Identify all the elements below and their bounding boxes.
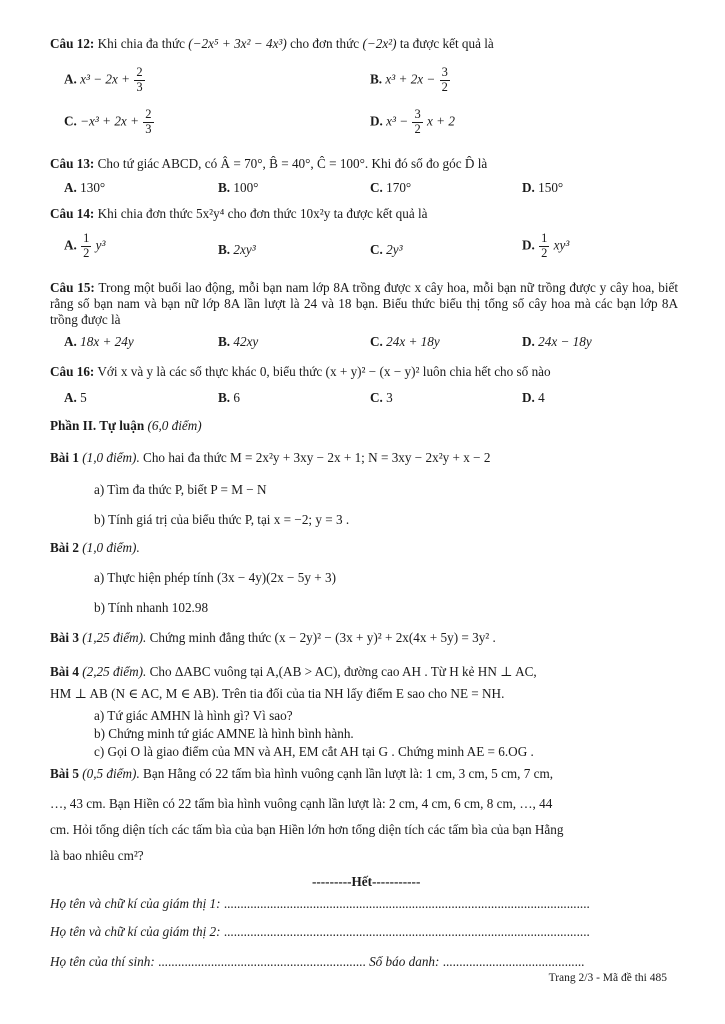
bai4-line1: Cho ΔABC vuông tại A,(AB > AC), đường cao AH . Từ H kẻ HN ⊥ AC, xyxy=(149,664,537,679)
q16-stem xyxy=(50,364,551,380)
option-letter: C. xyxy=(64,113,77,129)
sbd-label: Số báo danh: xyxy=(369,954,440,969)
bai5-points: (0,5 điểm). xyxy=(82,766,140,781)
q12-stem xyxy=(50,36,494,52)
bai1-text: Cho hai đa thức M = 2x²y + 3xy − 2x + 1; N = 3xy − 2x²y + x − 2 xyxy=(143,450,491,465)
q12-text-after: ta được kết quả là xyxy=(399,36,494,51)
option-letter: D. xyxy=(522,334,535,349)
bai5-line1 xyxy=(50,766,553,782)
option-tail: y³ xyxy=(95,237,106,253)
student-dots: ............................................................... xyxy=(158,954,366,969)
sig1-dots: ............................................................................................................... xyxy=(223,896,590,911)
bai5-line2: …, 43 cm. Bạn Hiền có 22 tấm bìa hình vuông cạnh lần lượt là: 2 cm, 4 cm, 6 cm, 8 cm, …, 44 xyxy=(50,796,553,811)
bai1-label: Bài 1 xyxy=(50,450,79,465)
option-fraction xyxy=(81,232,91,261)
option-value: 24x + 18y xyxy=(386,334,440,349)
q12-text-before: Khi chia đa thức xyxy=(97,36,185,51)
option-fraction xyxy=(412,108,422,137)
q14-stem xyxy=(50,206,428,222)
bai1-stem xyxy=(50,450,491,466)
q16-label: Câu 16: xyxy=(50,364,95,379)
q12-label: Câu 12: xyxy=(50,36,95,51)
bai5-line3: cm. Hỏi tổng diện tích các tấm bìa của bạn Hiền lớn hơn tổng diện tích các tấm bìa của bạn Hằng xyxy=(50,822,564,837)
option-letter: A. xyxy=(64,237,77,253)
option-value: 4 xyxy=(538,390,545,405)
option-fraction xyxy=(539,232,549,261)
q14-option-b xyxy=(218,242,256,258)
frac-num: 2 xyxy=(136,65,143,79)
sbd-dots: ........................................... xyxy=(442,954,585,969)
q12-mono: (−2x²) xyxy=(362,36,397,51)
q14-option-a xyxy=(64,232,105,261)
q13-option-a xyxy=(64,180,105,196)
bai1-part-b: b) Tính giá trị của biểu thức P, tại x = −2; y = 3 . xyxy=(94,512,350,527)
sig2-dots: ............................................................................................................... xyxy=(223,924,590,939)
q15-label: Câu 15: xyxy=(50,280,95,295)
option-letter: B. xyxy=(218,242,231,257)
bai3-points: (1,25 điểm). xyxy=(82,630,147,645)
option-letter: C. xyxy=(370,180,383,195)
option-expr: x³ − xyxy=(386,113,409,129)
sig1-label: Họ tên và chữ kí của giám thị 1: xyxy=(50,896,221,911)
end-mark: ---------Hết----------- xyxy=(312,874,421,889)
option-value: 170° xyxy=(386,180,412,195)
option-letter: A. xyxy=(64,334,77,349)
q13-text: Cho tứ giác ABCD, có Â = 70°, B̂ = 40°, Ĉ = 100°. Khi đó số đo góc D̂ là xyxy=(97,156,488,171)
frac-den: 2 xyxy=(83,245,90,260)
option-value: 150° xyxy=(538,180,564,195)
bai4-part-b: b) Chứng minh tứ giác AMNE là hình bình hành. xyxy=(94,726,354,741)
option-letter: B. xyxy=(218,180,231,195)
bai5-text1: Bạn Hằng có 22 tấm bìa hình vuông cạnh lần lượt là: 1 cm, 3 cm, 5 cm, 7 cm, xyxy=(143,766,554,781)
q12-option-d xyxy=(370,108,455,137)
option-value: 5 xyxy=(80,390,87,405)
option-fraction xyxy=(134,66,144,95)
frac-den: 3 xyxy=(145,121,152,136)
option-value: 100° xyxy=(233,180,259,195)
frac-num: 1 xyxy=(541,231,548,245)
option-value: 2xy³ xyxy=(233,242,256,257)
frac-den: 3 xyxy=(136,79,143,94)
option-expr: x³ − 2x + xyxy=(80,71,131,87)
frac-num: 1 xyxy=(83,231,90,245)
q12-poly: (−2x⁵ + 3x² − 4x³) xyxy=(188,36,287,51)
bai2-part-b: b) Tính nhanh 102.98 xyxy=(94,600,209,615)
signature-line-1 xyxy=(50,896,620,912)
option-letter: B. xyxy=(370,71,383,87)
bai1-part-a: a) Tìm đa thức P, biết P = M − N xyxy=(94,482,267,497)
bai3-text: Chứng minh đẳng thức (x − 2y)² − (3x + y)² + 2x(4x + 5y) = 3y² . xyxy=(149,630,496,645)
part2-heading xyxy=(50,418,202,434)
signature-line-2 xyxy=(50,924,620,940)
bai2-stem xyxy=(50,540,140,556)
student-label: Họ tên của thí sinh: xyxy=(50,954,155,969)
option-letter: C. xyxy=(370,242,383,257)
q16-option-b xyxy=(218,390,240,406)
option-value: 42xy xyxy=(233,334,259,349)
option-tail: xy³ xyxy=(553,237,570,253)
option-tail: x + 2 xyxy=(426,113,455,129)
option-letter: B. xyxy=(218,334,231,349)
q13-label: Câu 13: xyxy=(50,156,95,171)
option-letter: D. xyxy=(522,237,535,253)
frac-num: 3 xyxy=(414,107,421,121)
option-expr: −x³ + 2x + xyxy=(80,113,139,129)
bai4-part-a: a) Tứ giác AMHN là hình gì? Vì sao? xyxy=(94,708,293,723)
option-letter: A. xyxy=(64,180,77,195)
bai4-part-c: c) Gọi O là giao điểm của MN và AH, EM cắt AH tại G . Chứng minh AE = 6.OG . xyxy=(94,744,534,759)
bai4-stem-line2: HM ⊥ AB (N ∈ AC, M ∈ AB). Trên tia đối của tia NH lấy điểm E sao cho NE = NH. xyxy=(50,686,505,701)
q15-option-c xyxy=(370,334,440,350)
part2-title: Phần II. Tự luận xyxy=(50,418,145,433)
q13-stem xyxy=(50,156,487,172)
student-line xyxy=(50,954,620,970)
sig2-label: Họ tên và chữ kí của giám thị 2: xyxy=(50,924,221,939)
bai2-part-a: a) Thực hiện phép tính (3x − 4y)(2x − 5y + 3) xyxy=(94,570,336,585)
option-value: 3 xyxy=(386,390,393,405)
q14-option-d xyxy=(522,232,569,261)
q16-text: Với x và y là các số thực khác 0, biểu thức (x + y)² − (x − y)² luôn chia hết cho số nào xyxy=(97,364,551,379)
part2-points: (6,0 điểm) xyxy=(147,418,202,433)
option-fraction xyxy=(440,66,450,95)
option-value: 18x + 24y xyxy=(80,334,134,349)
q12-option-a xyxy=(64,66,146,95)
option-letter: D. xyxy=(370,113,383,129)
option-value: 24x − 18y xyxy=(538,334,592,349)
q12-text-mid: cho đơn thức xyxy=(290,36,360,51)
q15-text: Trong một buổi lao động, mỗi bạn nam lớp 8A trồng được x cây hoa, mỗi bạn nữ trồng được y cây hoa, biết rằng số bạn nam và bạn nữ lớp 8A lần lượt là 24 và 18 bạn. Biểu thức biểu thị tổng số cây hoa mà các bạn lớp 8A trồng được là xyxy=(50,280,679,328)
option-letter: D. xyxy=(522,180,535,195)
q14-option-c xyxy=(370,242,403,258)
bai1-points: (1,0 điểm). xyxy=(82,450,140,465)
page-number: Trang 2/3 - Mã đề thi 485 xyxy=(548,972,667,984)
q15-option-b xyxy=(218,334,258,350)
q15-option-a xyxy=(64,334,134,350)
option-letter: A. xyxy=(64,390,77,405)
bai2-points: (1,0 điểm). xyxy=(82,540,140,555)
q13-option-c xyxy=(370,180,411,196)
option-value: 130° xyxy=(80,180,106,195)
frac-den: 2 xyxy=(441,79,448,94)
frac-den: 2 xyxy=(541,245,548,260)
frac-num: 2 xyxy=(145,107,152,121)
q12-option-b xyxy=(370,66,451,95)
option-fraction xyxy=(143,108,153,137)
bai4-label: Bài 4 xyxy=(50,664,79,679)
bai5-label: Bài 5 xyxy=(50,766,79,781)
q12-option-c xyxy=(64,108,155,137)
q14-label: Câu 14: xyxy=(50,206,95,221)
q13-option-d xyxy=(522,180,563,196)
option-letter: C. xyxy=(370,390,383,405)
q16-option-d xyxy=(522,390,545,406)
q15-option-d xyxy=(522,334,592,350)
bai5-line4: là bao nhiêu cm²? xyxy=(50,848,144,863)
frac-den: 2 xyxy=(414,121,421,136)
q14-text: Khi chia đơn thức 5x²y⁴ cho đơn thức 10x²y ta được kết quả là xyxy=(97,206,428,221)
bai3-stem xyxy=(50,630,496,646)
q16-option-c xyxy=(370,390,393,406)
bai2-label: Bài 2 xyxy=(50,540,79,555)
option-letter: C. xyxy=(370,334,383,349)
option-letter: A. xyxy=(64,71,77,87)
bai3-label: Bài 3 xyxy=(50,630,79,645)
frac-num: 3 xyxy=(441,65,448,79)
option-value: 2y³ xyxy=(386,242,403,257)
q16-option-a xyxy=(64,390,87,406)
option-expr: x³ + 2x − xyxy=(385,71,436,87)
q15-stem xyxy=(50,280,678,328)
bai4-stem-line1 xyxy=(50,664,537,680)
option-letter: B. xyxy=(218,390,231,405)
q13-option-b xyxy=(218,180,258,196)
option-value: 6 xyxy=(233,390,240,405)
bai4-points: (2,25 điểm). xyxy=(82,664,147,679)
option-letter: D. xyxy=(522,390,535,405)
